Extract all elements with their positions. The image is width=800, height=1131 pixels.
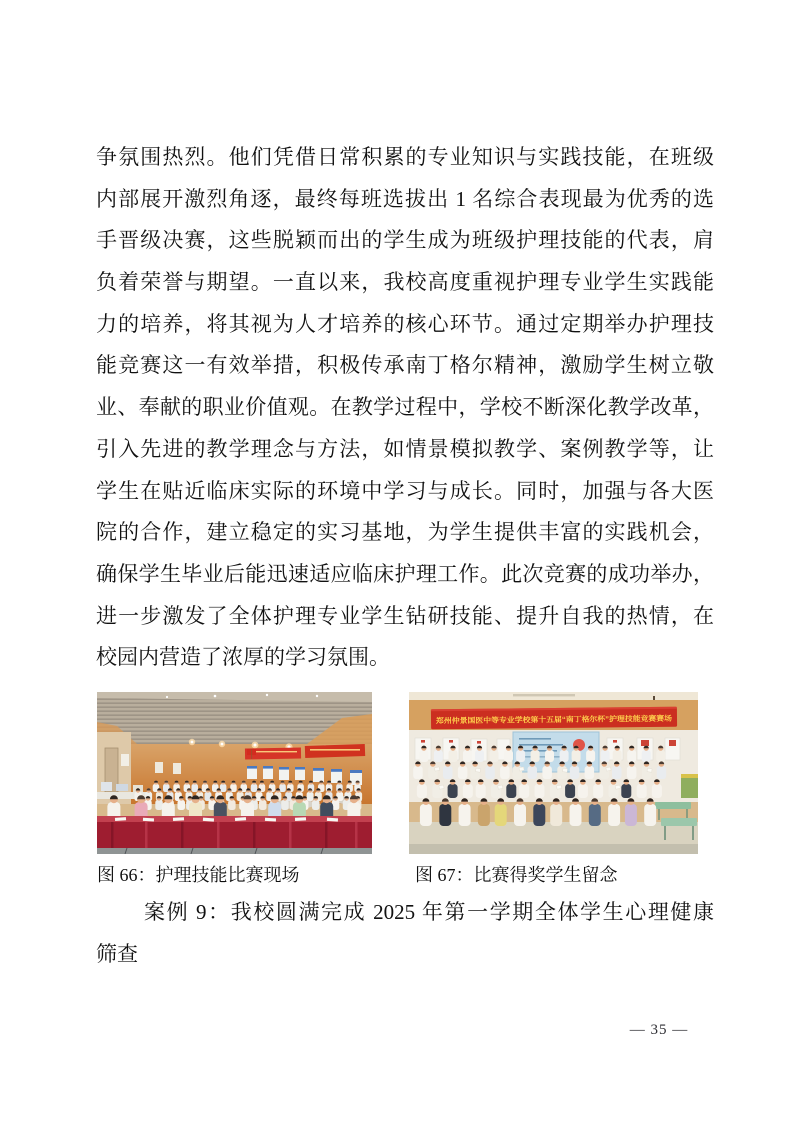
hall-ceiling <box>97 692 372 744</box>
award-group-illustration <box>409 692 698 854</box>
body-line: 争氛围热烈。他们凭借日常积累的专业知识与实践技能，在班级 <box>96 145 714 169</box>
figure-caption-left: 图 66：护理技能比赛现场 <box>97 865 300 885</box>
body-paragraph <box>96 137 714 679</box>
case-heading-line1: 案例 9：我校圆满完成 2025 年第一学期全体学生心理健康 <box>144 900 714 924</box>
photo-award-group <box>409 692 698 854</box>
banner-text: 郑州仲景国医中等专业学校第十五届“南丁格尔杯”护理技能竞赛赛场 <box>435 713 658 726</box>
body-line: 力的培养，将其视为人才培养的核心环节。通过定期举办护理技 <box>96 311 714 336</box>
body-line: 进一步激发了全体护理专业学生钻研技能、提升自我的热情，在 <box>96 603 714 628</box>
body-line: 内部展开激烈角逐，最终每班选拔出 1 名综合表现最为优秀的选 <box>96 186 714 211</box>
body-line: 引入先进的教学理念与方法，如情景模拟教学、案例教学等，让 <box>96 436 714 461</box>
body-line: 确保学生毕业后能迅速适应临床护理工作。此次竞赛的成功举办， <box>96 561 714 586</box>
floor-shadow <box>409 844 698 854</box>
judges-table-red-cloth <box>97 816 372 848</box>
center-poster <box>513 732 599 772</box>
competition-hall-illustration <box>97 692 372 854</box>
competition-banner <box>431 707 677 730</box>
photo-competition-hall <box>97 692 372 854</box>
body-line: 业、奉献的职业价值观。在教学过程中，学校不断深化教学改革， <box>96 395 714 420</box>
body-line: 学生在贴近临床实际的环境中学习与成长。同时，加强与各大医 <box>96 478 714 503</box>
body-line: 能竞赛这一有效举措，积极传承南丁格尔精神，激励学生树立敬 <box>96 353 714 378</box>
body-line: 负着荣誉与期望。一直以来，我校高度重视护理专业学生实践能 <box>96 270 714 295</box>
case-heading-line2: 筛查 <box>96 942 138 966</box>
body-line: 校园内营造了浓厚的学习氛围。 <box>96 645 390 670</box>
body-line: 手晋级决赛，这些脱颖而出的学生成为班级护理技能的代表，肩 <box>96 228 714 253</box>
ceiling-vent <box>513 694 575 696</box>
page-number: — 35 — <box>629 1022 689 1038</box>
figure-caption-right: 图 67：比赛得奖学生留念 <box>415 865 618 885</box>
body-line: 院的合作，建立稳定的实习基地，为学生提供丰富的实践机会， <box>96 520 714 545</box>
